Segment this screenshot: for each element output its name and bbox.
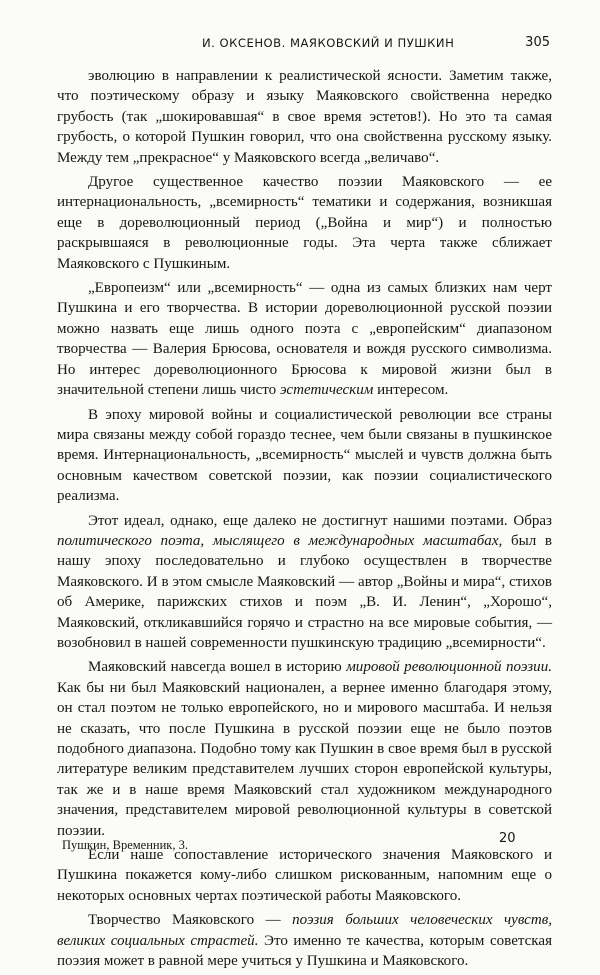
paragraph (57, 172, 552, 274)
text-run: эволюцию в направлении к реалистической ясности. Заметим также, что поэтическому образу и языку Маяковского свойственна нередко грубость (так „шокировавшая“ в свое время эстетов!). Но это та самая грубость, о которой Пушкин говорил, что она свойственна русскому языку. Между тем „прекрасное“ у Маяковского всегда „величаво“. (57, 68, 552, 166)
paragraph (57, 405, 552, 507)
text-run: интересом. (373, 382, 449, 399)
text-run: Этот идеал, однако, еще далеко не достигнут нашими поэтами. Образ (88, 512, 552, 529)
text-run: В эпоху мировой войны и социалистической революции все страны мира связаны между собой гораздо теснее, чем были связаны в пушкинское время. Интернациональность, „всемирность“ мыслей и чувств должна быть основным качеством советской поэзии, как поэзии социалистического реализма. (57, 406, 552, 505)
text-run: „Европеизм“ или „всемирность“ — одна из самых близких нам черт Пушкина и его творчества. В истории дореволюционной русской поэзии можно назвать еще лишь одного поэта с „европейским“ диапазоном творчества — Валерия Брюсова, основателя и вождя русского символизма. Но интерес дореволюционного Брюсова к мировой жизни был в значительной степени лишь чисто (57, 280, 552, 399)
text-run: Другое существенное качество поэзии Маяковского — ее интернациональность, „всемирность“ тематики и содержания, возникшая еще в дореволюционный период („Война и мир“) и полностью раскрывшаяся в революционные годы. Эта черта также сближает Маяковского с Пушкиным. (57, 174, 552, 272)
paragraph (57, 910, 552, 971)
printer-signature: Пушкин, Временник, 3. (62, 838, 188, 852)
running-head: И. ОКСЕНОВ. МАЯКОВСКИЙ И ПУШКИН (202, 36, 455, 50)
text-run: Как бы ни был Маяковский национален, а вернее именно благодаря этому, он стал поэтом не только европейского, но и мирового масштаба. И нельзя не сказать, что после Пушкина в русской поэзии еще не было поэтов подобного диапазона. Подобно тому как Пушкин в свое время был в русской литературе великим представителем лучших сторон европейской культуры, так же и в наше время Маяковский стал художником международного значения, представителем мировой революционной культуры в советской поэзии. (57, 679, 552, 839)
page-number: 305 (525, 35, 550, 50)
text-run: Если наше сопоставление исторического значения Маяковского и Пушкина покажется кому-либо слишком рискованным, напомним еще о некоторых основных чертах поэтической работы Маяковского. (57, 847, 552, 904)
text-run: был в нашу эпоху последовательно и глубоко осуществлен в творчестве Маяковского. И в этом смысле Маяковский — автор „Войны и мира“, стихов об Америке, парижских стихов и поэм „В. И. Ленин“, „Хорошо“, Маяковский, откликавшийся горячо и страстно на все мировые события, — возобновил в нашей современности пушкинскую традицию „всемирности“. (57, 532, 553, 651)
paragraph (57, 511, 552, 654)
italic-run: мировой революционной поэзии. (346, 659, 552, 676)
text-run: Это именно те качества, которым советская поэзия может в равной мере учиться у Пушкина и Маяковского. (57, 932, 552, 970)
paragraph (57, 657, 552, 841)
page-footer (0, 832, 600, 854)
italic-run: поэзия больших человеческих чувств, великих социальных страстей. (57, 912, 553, 949)
paragraph (57, 278, 552, 400)
sheet-number: 20 (499, 831, 516, 846)
italic-run: эстетическим (279, 382, 374, 399)
paragraph (57, 66, 552, 168)
page-header (0, 36, 600, 56)
paragraph (57, 845, 552, 906)
text-run: Маяковский навсегда вошел в историю (88, 659, 347, 676)
italic-run: политического поэта, мыслящего в международных масштабах, (57, 532, 503, 549)
text-run: Творчество Маяковского — (88, 912, 293, 929)
